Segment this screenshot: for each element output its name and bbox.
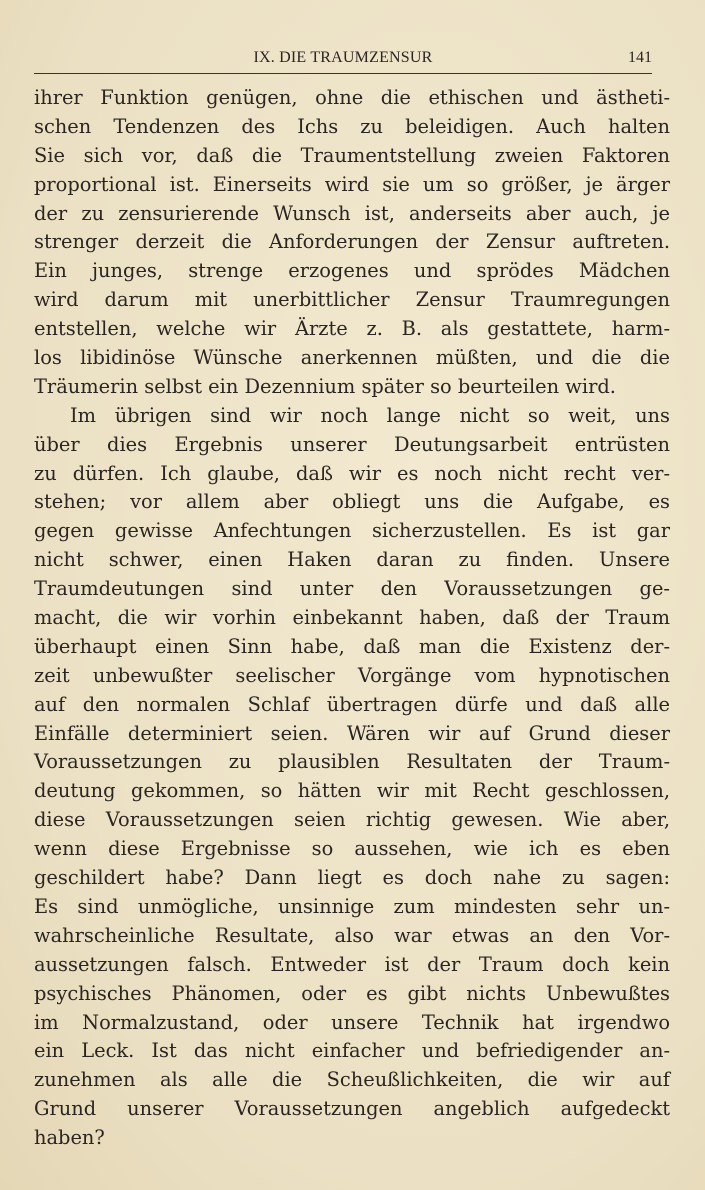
text-line: im Normalzustand, oder unsere Technik hat irgendwo: [34, 1010, 670, 1034]
text-line: der zu zensurierende Wunsch ist, anderseits aber auch, je: [34, 201, 670, 225]
text-line: wenn diese Ergebnisse so aussehen, wie ich es eben: [34, 837, 670, 861]
text-line: geschildert habe? Dann liegt es doch nahe zu sagen:: [34, 866, 670, 890]
text-line: zunehmen als alle die Scheußlichkeiten, die wir auf: [34, 1068, 670, 1092]
text-line: psychisches Phänomen, oder es gibt nichts Unbewußtes: [34, 981, 670, 1005]
text-line: deutung gekommen, so hätten wir mit Recht geschlossen,: [34, 779, 670, 803]
paragraph: [34, 402, 670, 1153]
text-line: Voraussetzungen zu plausiblen Resultaten der Traum-: [34, 750, 670, 774]
page-number: 141: [628, 49, 652, 66]
text-line: Einfälle determiniert seien. Wären wir auf Grund dieser: [34, 721, 670, 745]
text-line: Es sind unmögliche, unsinnige zum mindesten sehr un-: [34, 894, 670, 918]
text-line: aussetzungen falsch. Entweder ist der Traum doch kein: [34, 952, 670, 976]
text-line: wird darum mit unerbittlicher Zensur Traumregungen: [34, 288, 670, 312]
text-line: Traumdeutungen sind unter den Voraussetzungen ge-: [34, 577, 670, 601]
text-line: wahrscheinliche Resultate, also war etwas an den Vor-: [34, 923, 670, 947]
text-line: Träumerin selbst ein Dezennium später so beurteilen wird.: [34, 374, 616, 398]
text-line: nicht schwer, einen Haken daran zu finden. Unsere: [34, 548, 670, 572]
body-text: [34, 84, 670, 1153]
text-line: macht, die wir vorhin einbekannt haben, daß der Traum: [34, 606, 670, 630]
running-head: [34, 48, 652, 72]
text-line: proportional ist. Einerseits wird sie um so größer, je ärger: [34, 172, 670, 196]
text-line: strenger derzeit die Anforderungen der Zensur auftreten.: [34, 230, 670, 254]
running-title: IX. DIE TRAUMZENSUR: [253, 49, 433, 66]
text-line: über dies Ergebnis unserer Deutungsarbeit entrüsten: [34, 432, 670, 456]
text-line: ein Leck. Ist das nicht einfacher und befriedigender an-: [34, 1039, 670, 1063]
text-line: haben?: [34, 1126, 105, 1150]
header-rule: [34, 73, 652, 74]
text-line: Sie sich vor, daß die Traumentstellung zweien Faktoren: [34, 143, 670, 167]
text-line: Ein junges, strenge erzogenes und sprödes Mädchen: [34, 259, 670, 283]
text-line: ihrer Funktion genügen, ohne die ethischen und ästheti-: [34, 86, 670, 109]
text-line: gegen gewisse Anfechtungen sicherzustellen. Es ist gar: [34, 519, 670, 543]
text-line: auf den normalen Schlaf übertragen dürfe und daß alle: [34, 692, 670, 716]
text-line: Grund unserer Voraussetzungen angeblich aufgedeckt: [34, 1097, 670, 1121]
text-line: los libidinöse Wünsche anerkennen müßten, und die die: [34, 346, 670, 370]
text-line: diese Voraussetzungen seien richtig gewesen. Wie aber,: [34, 808, 670, 832]
text-line: stehen; vor allem aber obliegt uns die Aufgabe, es: [34, 490, 670, 514]
text-line: zu dürfen. Ich glaube, daß wir es noch nicht recht ver-: [34, 461, 670, 485]
text-line: Im übrigen sind wir noch lange nicht so weit, uns: [70, 403, 670, 427]
text-line: überhaupt einen Sinn habe, daß man die Existenz der-: [34, 634, 670, 658]
text-line: zeit unbewußter seelischer Vorgänge vom hypnotischen: [34, 663, 670, 687]
text-line: schen Tendenzen des Ichs zu beleidigen. Auch halten: [34, 114, 670, 138]
paragraph: [34, 84, 670, 402]
text-line: entstellen, welche wir Ärzte z. B. als gestattete, harm-: [34, 317, 670, 341]
